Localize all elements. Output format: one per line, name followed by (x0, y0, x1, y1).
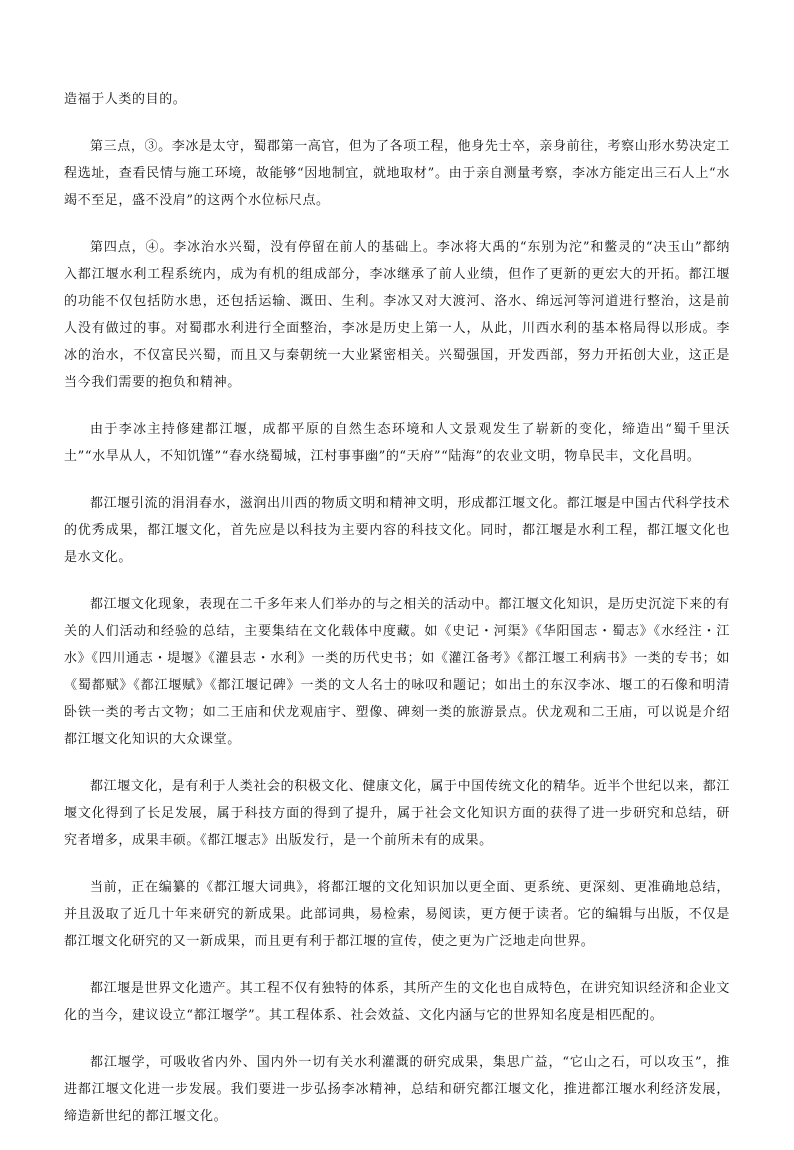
paragraph-9: 都江堰是世界文化遗产。其工程不仅有独特的体系，其所产生的文化也自成特色，在讲究知识经济和企业文化的当今，建议设立“都江堰学”。其工程体系、社会效益、文化内涵与它的世界知名度是相匹配的。 (64, 981, 730, 1023)
paragraph-5: 都江堰引流的涓涓春水，滋润出川西的物质文明和精神文明，形成都江堰文化。都江堰是中国古代科学技术的优秀成果，都江堰文化，首先应是以科技为主要内容的科技文化。同时，都江堰是水利工程，都江堰文化也是水文化。 (64, 496, 730, 565)
paragraph-3: 第四点，④。李冰治水兴蜀，没有停留在前人的基础上。李冰将大禹的“东别为沱”和鳖灵的“决玉山”都纳入都江堰水利工程系统内，成为有机的组成部分，李冰继承了前人业绩，但作了更新的更宏大的开拓。都江堰的功能不仅包括防水患，还包括运输、溉田、生利。李冰又对大渡河、洛水、绵远河等河道进行整治，这是前人没有做过的事。对蜀郡水利进行全面整治，李冰是历史上第一人，从此，川西水利的基本格局得以形成。李冰的治水，不仅富民兴蜀，而且又与秦朝统一大业紧密相关。兴蜀强国，开发西部，努力开拓创大业，这正是当今我们需要的抱负和精神。 (64, 240, 730, 390)
document-body (64, 86, 730, 1150)
paragraph-1: 造福于人类的目的。 (64, 92, 187, 107)
paragraph-7: 都江堰文化，是有利于人类社会的积极文化、健康文化，属于中国传统文化的精华。近半个世纪以来，都江堰文化得到了长足发展，属于科技方面的得到了提升，属于社会文化知识方面的获得了进一步研究和总结，研究者增多，成果丰硕。《都江堰志》出版发行，是一个前所未有的成果。 (64, 779, 730, 848)
paragraph-2: 第三点，③。李冰是太守，蜀郡第一高官，但为了各项工程，他身先士卒，亲身前往，考察山形水势决定工程选址，查看民情与施工环境，故能够“因地制宜，就地取材”。由于亲自测量考察，李冰方能定出三石人上“水竭不至足，盛不没肩”的这两个水位标尺点。 (64, 139, 730, 208)
paragraph-8: 当前，正在编纂的《都江堰大词典》，将都江堰的文化知识加以更全面、更系统、更深刻、更准确地总结，并且汲取了近几十年来研究的新成果。此部词典，易检索，易阅读，更方便于读者。它的编辑与出版，不仅是都江堰文化研究的又一新成果，而且更有利于都江堰的宣传，使之更为广泛地走向世界。 (64, 880, 730, 949)
paragraph-4: 由于李冰主持修建都江堰，成都平原的自然生态环境和人文景观发生了崭新的变化，缔造出“蜀千里沃土”“水旱从人，不知饥馑”“春水绕蜀城，江村事事幽”的“天府”“陆海”的农业文明，物阜民丰，文化昌明。 (64, 422, 730, 464)
paragraph-10: 都江堰学，可吸收省内外、国内外一切有关水利灌溉的研究成果，集思广益，“它山之石，可以攻玉”，推进都江堰文化进一步发展。我们要进一步弘扬李冰精神，总结和研究都江堰文化，推进都江堰水利经济发展，缔造新世纪的都江堰文化。 (64, 1055, 730, 1124)
paragraph-6: 都江堰文化现象，表现在二千多年来人们举办的与之相关的活动中。都江堰文化知识，是历史沉淀下来的有关的人们活动和经验的总结，主要集结在文化载体中度藏。如《史记・河渠》《华阳国志・蜀志》《水经注・江水》《四川通志・堤堰》《灌县志・水利》一类的历代史书；如《灌江备考》《都江堰工利病书》一类的专书；如《蜀都赋》《都江堰赋》《都江堰记碑》一类的文人名士的咏叹和题记；如出土的东汉李冰、堰工的石像和明清卧铁一类的考古文物；如二王庙和伏龙观庙宇、塑像、碑刻一类的旅游景点。伏龙观和二王庙，可以说是介绍都江堰文化知识的大众课堂。 (64, 597, 730, 747)
